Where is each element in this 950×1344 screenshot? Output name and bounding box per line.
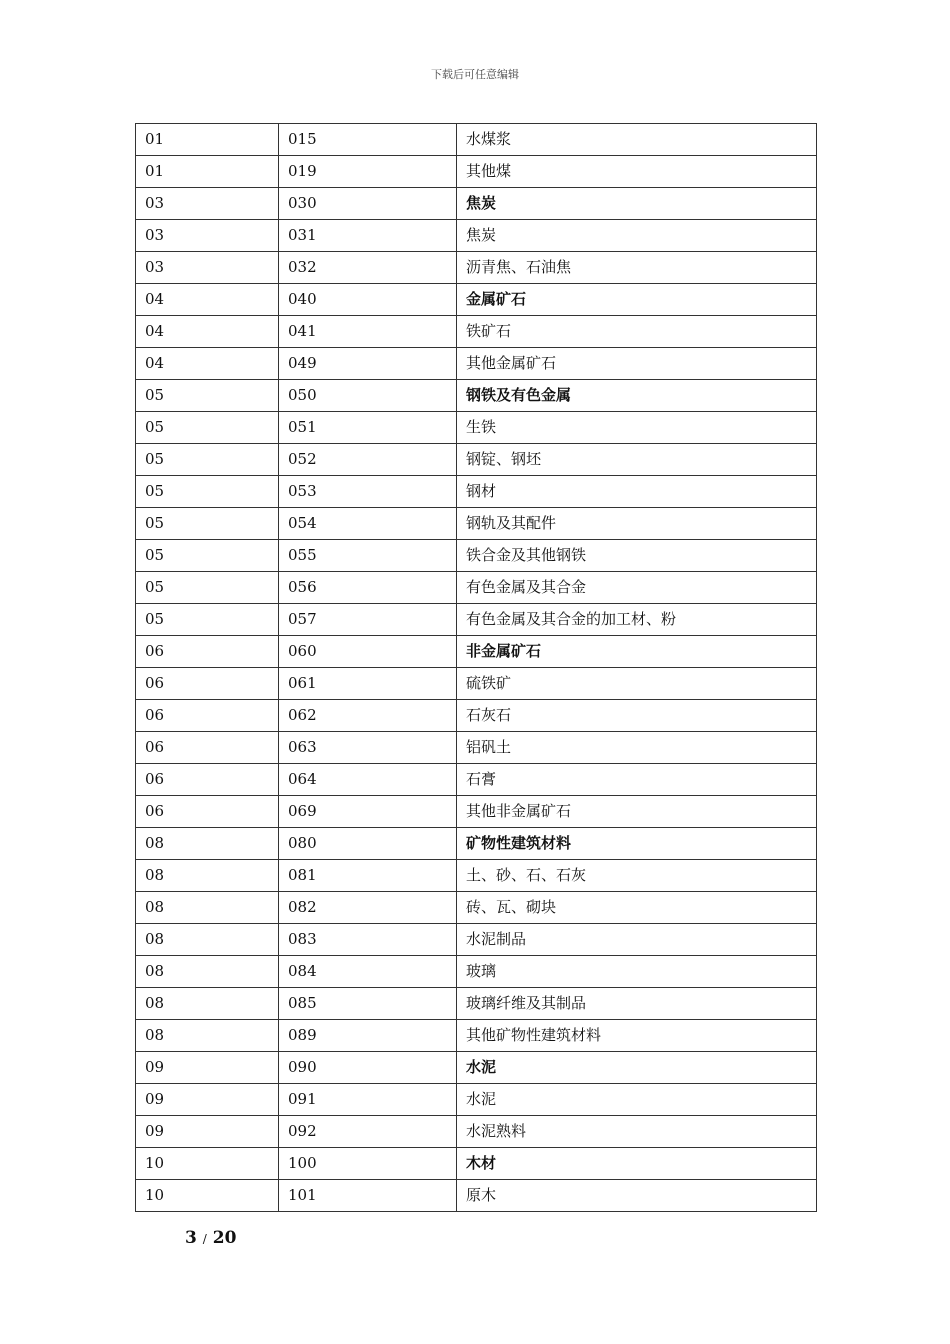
category-code-cell: 05 [136,572,279,604]
item-name-cell: 水泥 [457,1052,817,1084]
table-row [136,508,817,540]
item-code-cell: 061 [279,668,457,700]
item-name-cell: 其他非金属矿石 [457,796,817,828]
item-name-cell: 玻璃 [457,956,817,988]
current-page: 3 [185,1228,197,1248]
table-row [136,348,817,380]
category-code-cell: 01 [136,124,279,156]
item-code-cell: 051 [279,412,457,444]
item-code-cell: 069 [279,796,457,828]
category-code-cell: 03 [136,252,279,284]
table-row [136,316,817,348]
item-code-cell: 052 [279,444,457,476]
item-code-cell: 055 [279,540,457,572]
item-code-cell: 100 [279,1148,457,1180]
table-row [136,156,817,188]
table-row [136,540,817,572]
table-row [136,412,817,444]
table-row [136,572,817,604]
category-code-cell: 05 [136,380,279,412]
category-code-cell: 09 [136,1052,279,1084]
item-name-cell: 土、砂、石、石灰 [457,860,817,892]
item-name-cell: 铝矾土 [457,732,817,764]
category-code-cell: 01 [136,156,279,188]
item-code-cell: 085 [279,988,457,1020]
item-code-cell: 081 [279,860,457,892]
category-code-cell: 05 [136,476,279,508]
category-code-cell: 06 [136,732,279,764]
category-code-cell: 05 [136,508,279,540]
category-code-cell: 04 [136,348,279,380]
page-header: 下载后可任意编辑 [431,68,519,81]
table-body [136,124,817,1212]
category-code-cell: 08 [136,956,279,988]
table-row [136,284,817,316]
item-code-cell: 057 [279,604,457,636]
table-row [136,860,817,892]
table-row [136,1052,817,1084]
category-code-cell: 08 [136,892,279,924]
item-name-cell: 木材 [457,1148,817,1180]
item-name-cell: 焦炭 [457,188,817,220]
item-code-cell: 060 [279,636,457,668]
category-code-cell: 03 [136,188,279,220]
table-row [136,1020,817,1052]
item-code-cell: 092 [279,1116,457,1148]
item-name-cell: 钢材 [457,476,817,508]
item-name-cell: 其他金属矿石 [457,348,817,380]
category-code-cell: 05 [136,412,279,444]
item-code-cell: 064 [279,764,457,796]
item-name-cell: 硫铁矿 [457,668,817,700]
category-code-cell: 10 [136,1148,279,1180]
category-code-cell: 08 [136,828,279,860]
table-row [136,604,817,636]
item-name-cell: 钢轨及其配件 [457,508,817,540]
category-code-cell: 03 [136,220,279,252]
item-name-cell: 非金属矿石 [457,636,817,668]
item-code-cell: 082 [279,892,457,924]
category-code-cell: 08 [136,988,279,1020]
table-row [136,1116,817,1148]
table-row [136,956,817,988]
item-code-cell: 062 [279,700,457,732]
item-code-cell: 041 [279,316,457,348]
table-row [136,892,817,924]
category-code-cell: 05 [136,604,279,636]
item-code-cell: 053 [279,476,457,508]
table-row [136,476,817,508]
item-name-cell: 其他煤 [457,156,817,188]
table-row [136,380,817,412]
item-code-cell: 101 [279,1180,457,1212]
item-name-cell: 矿物性建筑材料 [457,828,817,860]
item-code-cell: 032 [279,252,457,284]
item-name-cell: 其他矿物性建筑材料 [457,1020,817,1052]
table-row [136,1084,817,1116]
item-code-cell: 015 [279,124,457,156]
item-code-cell: 083 [279,924,457,956]
item-name-cell: 玻璃纤维及其制品 [457,988,817,1020]
category-code-cell: 05 [136,540,279,572]
table-row [136,828,817,860]
category-code-cell: 06 [136,764,279,796]
category-code-cell: 04 [136,316,279,348]
table-row [136,188,817,220]
item-name-cell: 生铁 [457,412,817,444]
item-name-cell: 石膏 [457,764,817,796]
item-code-cell: 090 [279,1052,457,1084]
item-name-cell: 水煤浆 [457,124,817,156]
item-name-cell: 水泥熟料 [457,1116,817,1148]
table-row [136,220,817,252]
table-row [136,1148,817,1180]
category-code-cell: 06 [136,668,279,700]
item-name-cell: 石灰石 [457,700,817,732]
cargo-code-table [135,123,817,1212]
item-name-cell: 焦炭 [457,220,817,252]
item-name-cell: 水泥 [457,1084,817,1116]
category-code-cell: 08 [136,860,279,892]
item-name-cell: 有色金属及其合金 [457,572,817,604]
item-code-cell: 056 [279,572,457,604]
item-name-cell: 沥青焦、石油焦 [457,252,817,284]
item-code-cell: 054 [279,508,457,540]
item-name-cell: 金属矿石 [457,284,817,316]
category-code-cell: 04 [136,284,279,316]
item-name-cell: 铁合金及其他钢铁 [457,540,817,572]
item-code-cell: 049 [279,348,457,380]
category-code-cell: 08 [136,1020,279,1052]
item-code-cell: 030 [279,188,457,220]
item-name-cell: 钢铁及有色金属 [457,380,817,412]
category-code-cell: 06 [136,796,279,828]
total-pages: 20 [212,1228,237,1248]
table-row [136,988,817,1020]
item-name-cell: 钢锭、钢坯 [457,444,817,476]
item-name-cell: 铁矿石 [457,316,817,348]
category-code-cell: 06 [136,636,279,668]
item-code-cell: 040 [279,284,457,316]
table-row [136,636,817,668]
item-code-cell: 050 [279,380,457,412]
table-row [136,444,817,476]
category-code-cell: 09 [136,1116,279,1148]
item-name-cell: 水泥制品 [457,924,817,956]
category-code-cell: 10 [136,1180,279,1212]
table-row [136,700,817,732]
table-row [136,1180,817,1212]
table-row [136,668,817,700]
item-code-cell: 019 [279,156,457,188]
item-code-cell: 089 [279,1020,457,1052]
page-separator: / [202,1232,207,1246]
table-row [136,764,817,796]
item-code-cell: 031 [279,220,457,252]
item-code-cell: 080 [279,828,457,860]
category-code-cell: 09 [136,1084,279,1116]
table-row [136,252,817,284]
item-code-cell: 084 [279,956,457,988]
table-row [136,924,817,956]
table-row [136,732,817,764]
page-number [185,1228,236,1248]
category-code-cell: 05 [136,444,279,476]
category-code-cell: 08 [136,924,279,956]
table-row [136,124,817,156]
item-name-cell: 砖、瓦、砌块 [457,892,817,924]
category-code-cell: 06 [136,700,279,732]
item-code-cell: 091 [279,1084,457,1116]
item-name-cell: 有色金属及其合金的加工材、粉 [457,604,817,636]
table-row [136,796,817,828]
item-name-cell: 原木 [457,1180,817,1212]
item-code-cell: 063 [279,732,457,764]
